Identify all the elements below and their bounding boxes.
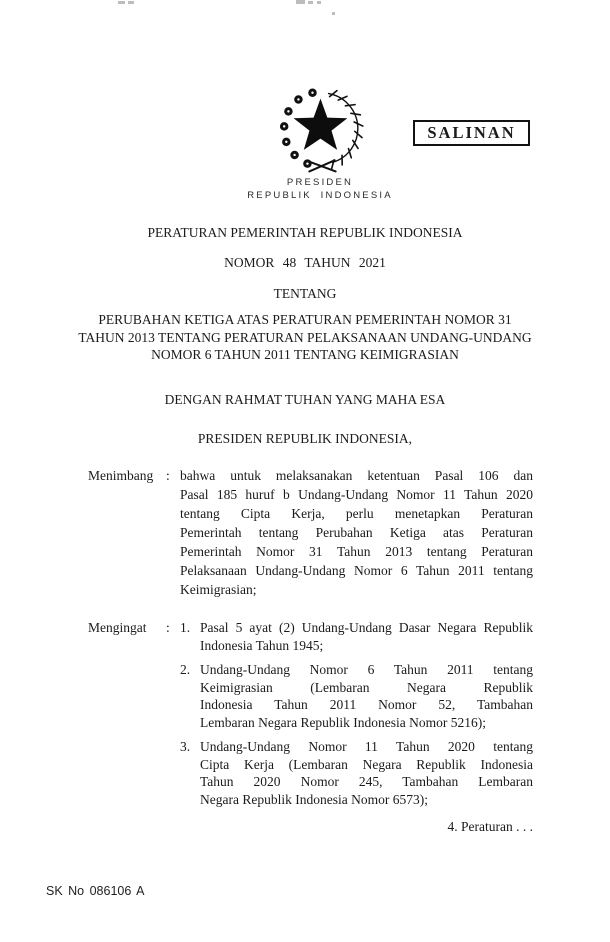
item-text [200, 619, 533, 654]
scan-artifact [332, 12, 335, 15]
scan-artifact [317, 1, 321, 4]
item-text [200, 661, 533, 731]
mengingat-label: Mengingat [88, 620, 147, 635]
menimbang-colon: : [166, 468, 170, 483]
scan-artifact [296, 0, 305, 4]
scan-artifact [128, 1, 134, 4]
mengingat-item-2 [180, 661, 533, 731]
text-line: Keimigrasian; [180, 582, 257, 597]
text-line: PERUBAHAN KETIGA ATAS PERATURAN PEMERINTAH NOMOR 31 [98, 312, 512, 327]
text-line: Pasal 185 huruf b Undang-Undang Nomor 11 Tahun 2020 [180, 487, 533, 502]
invocation-line: DENGAN RAHMAT TUHAN YANG MAHA ESA [164, 392, 446, 407]
text-line: Undang-Undang Nomor 6 Tahun 2011 tentang [200, 662, 533, 677]
item-number: 2. [180, 662, 191, 677]
text-line: Undang-Undang Nomor 11 Tahun 2020 tentang [200, 739, 533, 754]
menimbang-section [88, 466, 533, 599]
mengingat-item-1 [180, 619, 533, 654]
text-line: Indonesia Tahun 2011 Nomor 52, Tambahan [200, 697, 533, 712]
mengingat-section [88, 619, 533, 808]
scan-artifact [118, 1, 125, 4]
enacting-authority: PRESIDEN REPUBLIK INDONESIA, [197, 431, 413, 446]
text-line: Indonesia Tahun 1945; [200, 637, 324, 653]
mengingat-item-3 [180, 738, 533, 808]
text-line: TAHUN 2013 TENTANG PERATURAN PELAKSANAAN UNDANG-UNDANG [78, 329, 532, 345]
letterhead-presiden: PRESIDEN [286, 177, 354, 188]
sk-control-number: SK No 086106 A [46, 884, 145, 898]
regulation-subject [68, 311, 542, 364]
scan-artifact [308, 1, 313, 4]
presidential-emblem-icon [277, 86, 369, 174]
text-line: bahwa untuk melaksanakan ketentuan Pasal 106 dan [180, 468, 533, 483]
mengingat-list [180, 619, 533, 808]
catchword: 4. Peraturan . . . [447, 819, 533, 834]
text-line: Negara Republik Indonesia Nomor 6573); [200, 791, 428, 807]
item-number: 1. [180, 620, 191, 635]
tentang-label: TENTANG [273, 286, 337, 301]
item-number: 3. [180, 739, 191, 754]
letterhead [30, 176, 610, 202]
salinan-copy-stamp [413, 120, 530, 146]
menimbang-text [180, 466, 533, 599]
text-line: Pasal 5 ayat (2) Undang-Undang Dasar Negara Republik [200, 620, 533, 635]
text-line: Pemerintah tentang Perubahan Ketiga atas Peraturan [180, 525, 533, 540]
menimbang-label: Menimbang [88, 468, 154, 483]
text-line: Keimigrasian (Lembaran Negara Republik [200, 679, 533, 695]
letterhead-republik-indonesia: REPUBLIK INDONESIA [247, 190, 393, 201]
text-line: Tahun 2020 Nomor 245, Tambahan Lembaran [200, 774, 533, 789]
text-line: Pelaksanaan Undang-Undang Nomor 6 Tahun 2011 tentang [180, 563, 533, 578]
text-line: Lembaran Negara Republik Indonesia Nomor 5216); [200, 714, 487, 730]
salinan-stamp-label: SALINAN [427, 123, 516, 142]
regulation-number: NOMOR 48 TAHUN 2021 [224, 255, 386, 270]
regulation-heading: PERATURAN PEMERINTAH REPUBLIK INDONESIA [147, 225, 463, 240]
item-text [200, 738, 533, 808]
mengingat-colon: : [166, 620, 170, 635]
text-line: Pemerintah Nomor 31 Tahun 2013 tentang Peraturan [180, 544, 533, 559]
text-line: tentang Cipta Kerja, perlu menetapkan Peraturan [180, 506, 533, 521]
text-line: Cipta Kerja (Lembaran Negara Republik Indonesia [200, 756, 533, 772]
text-line: NOMOR 6 TAHUN 2011 TENTANG KEIMIGRASIAN [151, 347, 459, 362]
